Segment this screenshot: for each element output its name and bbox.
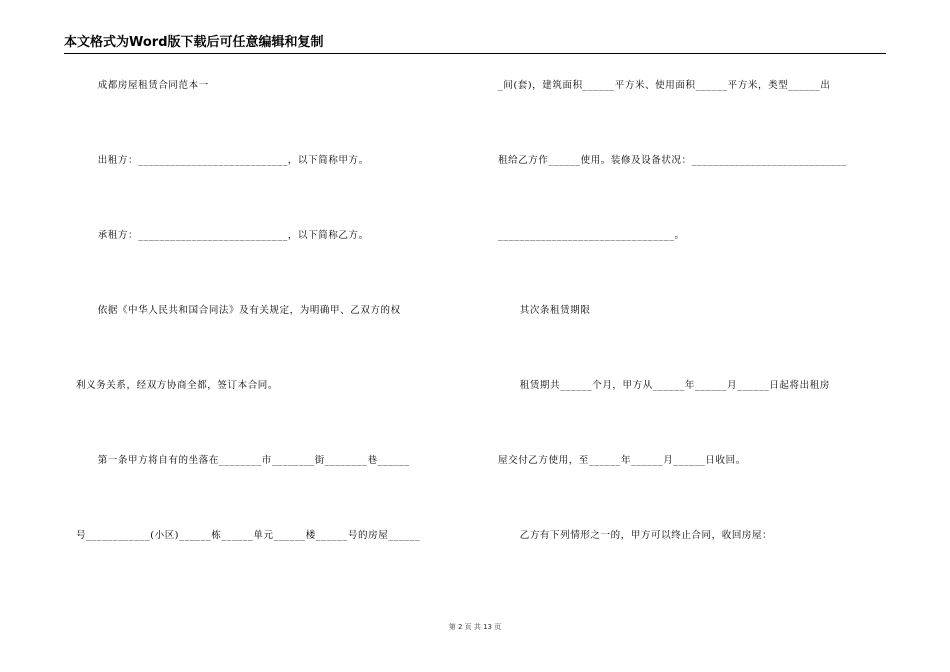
article-1-line-5: _________________________________。 — [498, 230, 685, 241]
article-1-line-4: 租给乙方作______使用。装修及设备状况：_____________________________ — [498, 155, 847, 166]
lease-term-line-2: 屋交付乙方使用，至______年______月______日收回。 — [498, 455, 746, 466]
right-column — [498, 0, 888, 672]
header-title: 本文格式为Word版下载后可任意编辑和复制 — [64, 35, 324, 50]
left-column — [76, 0, 464, 672]
article-2-heading: 其次条租赁期限 — [498, 305, 591, 316]
lessor-line: 出租方：____________________________，以下简称甲方。 — [76, 155, 369, 166]
contract-title-line: 成都房屋租赁合同范本一 — [76, 80, 209, 91]
article-1-line-2: 号____________(小区)______栋______单元______楼______号的房屋______ — [76, 530, 421, 541]
preamble-line-2: 利义务关系，经双方协商全都，签订本合同。 — [76, 380, 279, 391]
preamble-line-1: 依据《中华人民共和国合同法》及有关规定，为明确甲、乙双方的权 — [76, 305, 401, 316]
lessee-line: 承租方：____________________________，以下简称乙方。 — [76, 230, 369, 241]
article-1-line-3: _间(套)，建筑面积______平方米、使用面积______平方米，类型______出 — [498, 80, 831, 91]
page-footer: 第 2 页 共 13 页 — [448, 623, 502, 631]
article-1-line-1: 第一条甲方将自有的坐落在________市________街________巷______ — [76, 455, 410, 466]
lease-term-line-1: 租赁期共______个月，甲方从______年______月______日起将出租房 — [498, 380, 830, 391]
termination-line: 乙方有下列情形之一的，甲方可以终止合同，收回房屋： — [498, 530, 773, 541]
